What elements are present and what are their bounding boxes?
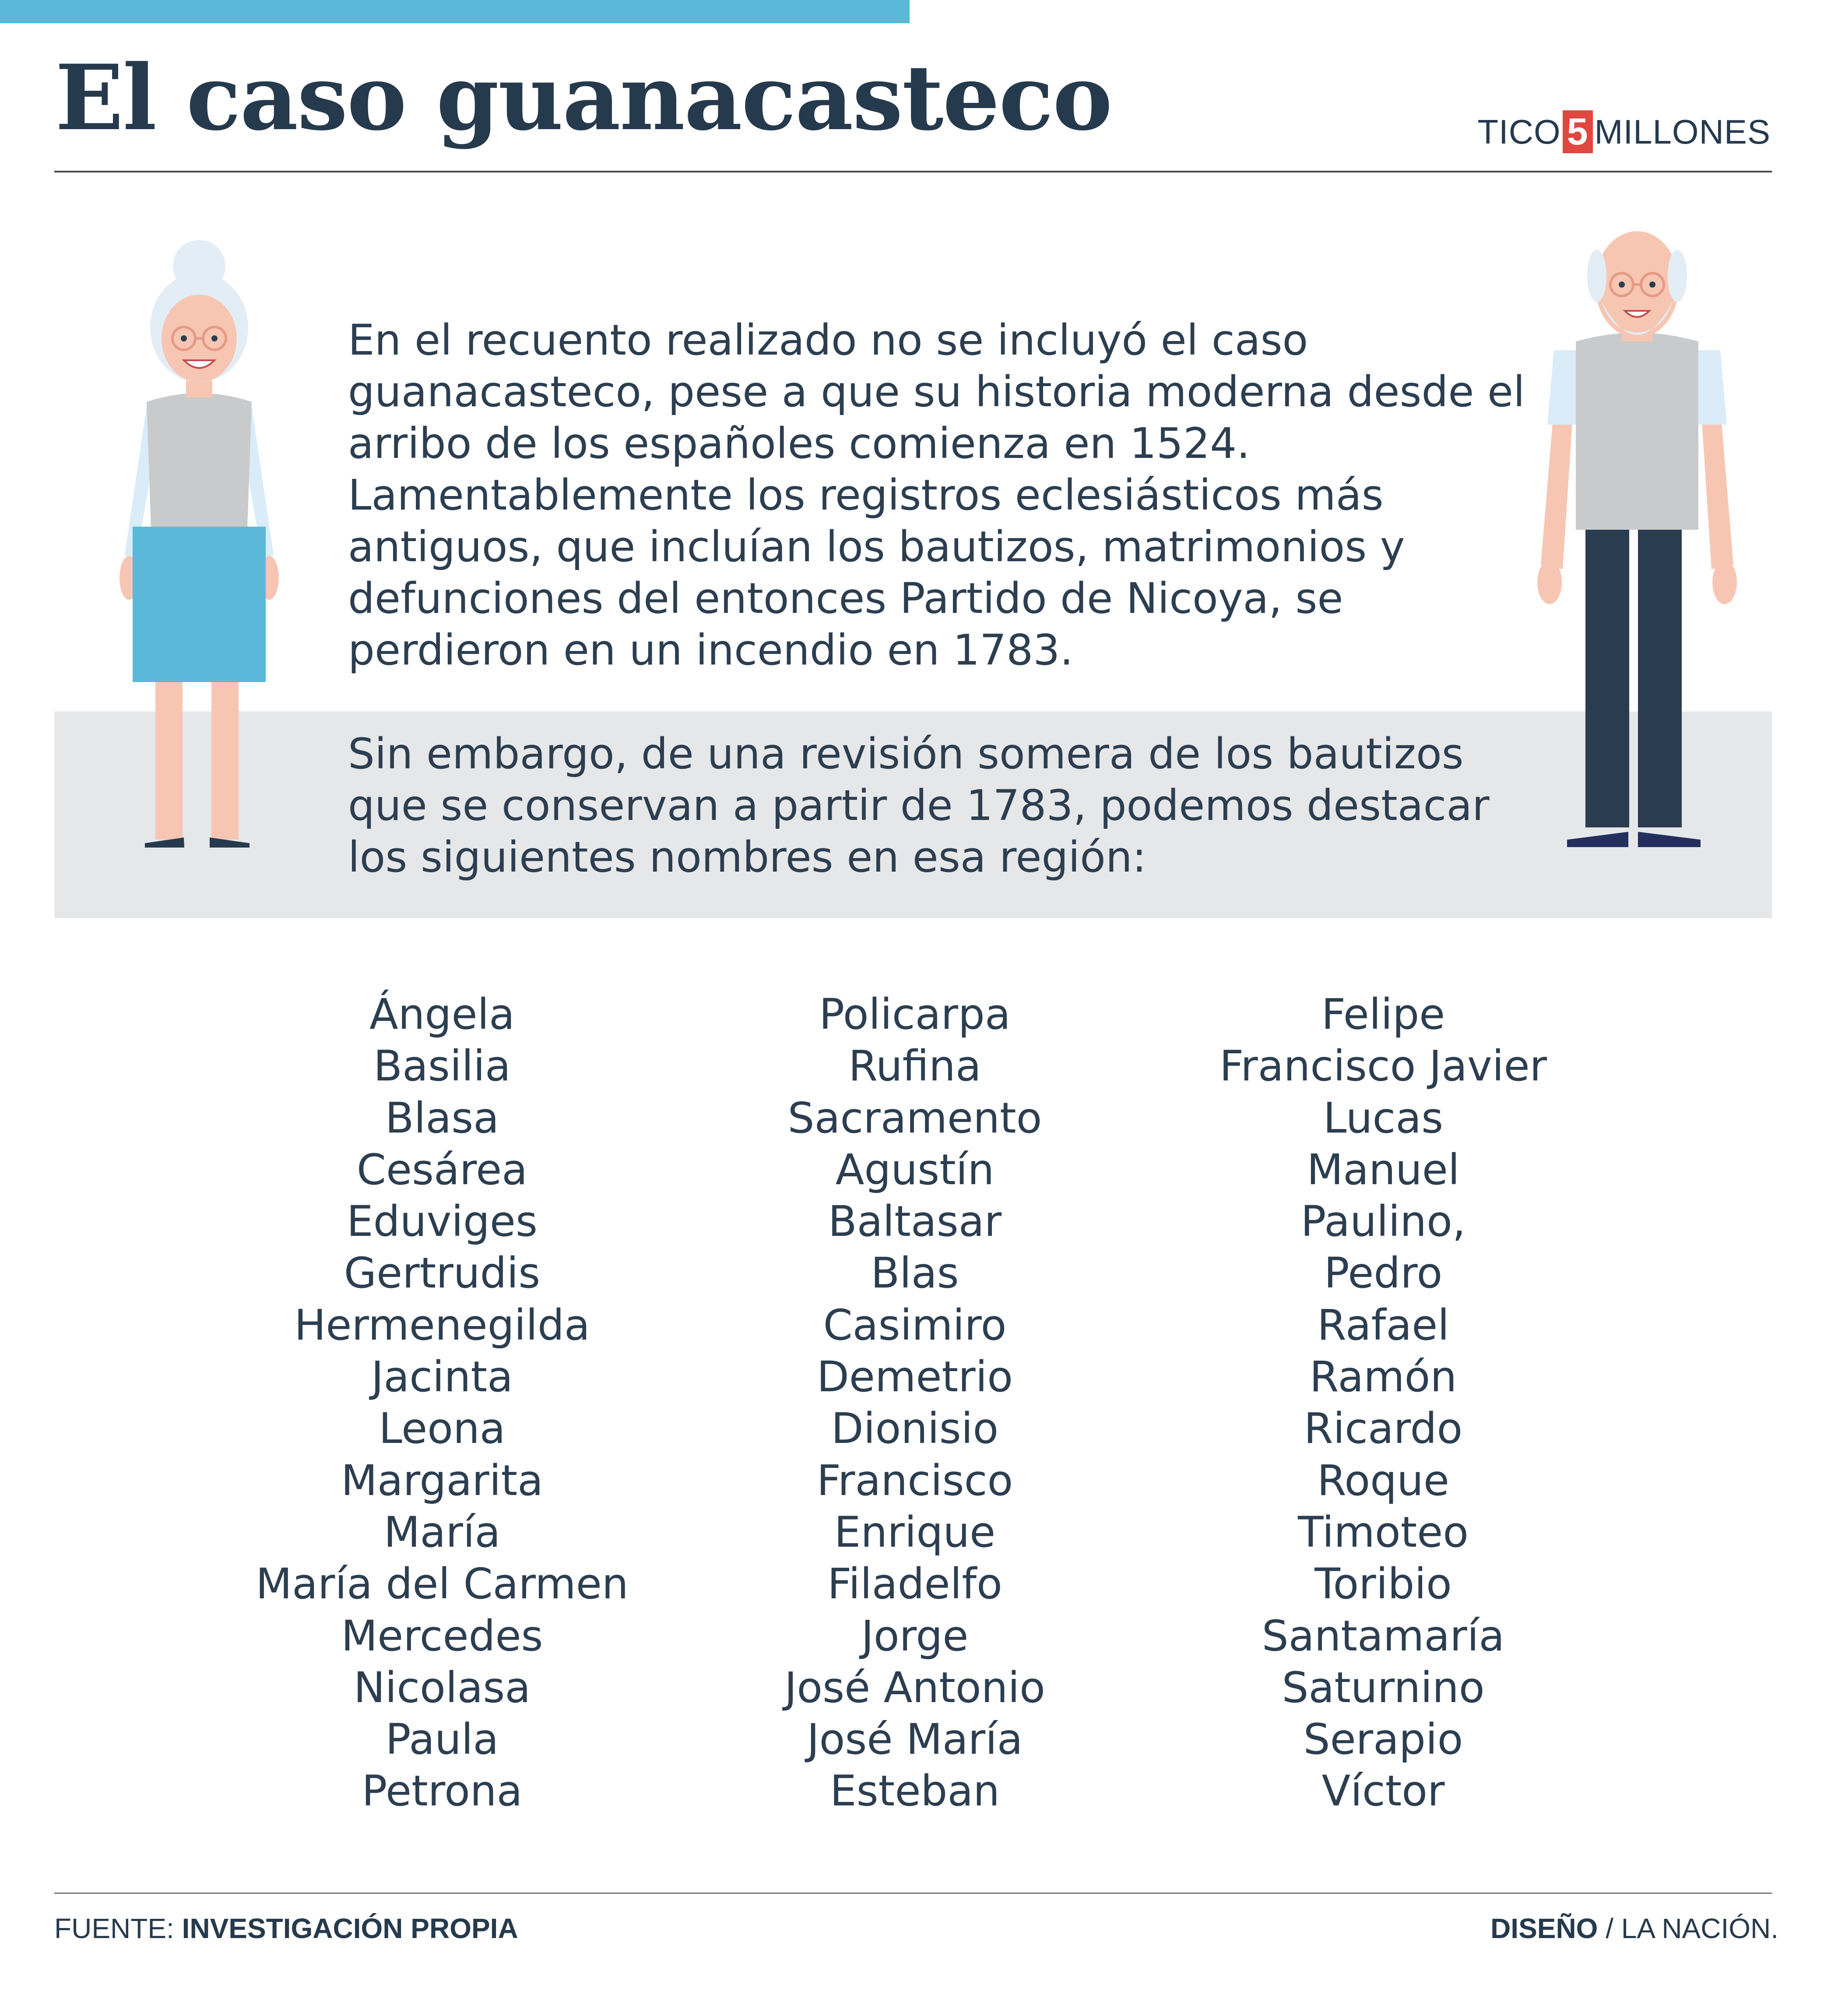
name-list-item: Baltasar <box>828 1197 1002 1246</box>
name-list-item: Saturnino <box>1282 1663 1485 1712</box>
name-list-item: Ricardo <box>1304 1404 1463 1453</box>
name-list-item: Manuel <box>1307 1145 1460 1194</box>
name-list-item: Santamaría <box>1262 1611 1505 1661</box>
source-label: FUENTE: <box>54 1913 174 1944</box>
name-list-item: Paulino, <box>1300 1197 1466 1246</box>
name-list-item: Francisco <box>816 1456 1013 1505</box>
name-list-item: Toribio <box>1314 1559 1452 1609</box>
logo-text-right: MILLONES <box>1594 112 1771 151</box>
name-list-item: Gertrudis <box>344 1249 541 1298</box>
design-value: / LA NACIÓN. <box>1606 1913 1778 1944</box>
name-list-item: Sacramento <box>787 1093 1042 1143</box>
logo-number: 5 <box>1563 110 1593 153</box>
name-list-item: Felipe <box>1321 990 1445 1039</box>
name-list-item: Roque <box>1317 1456 1449 1505</box>
name-list-item: Eduviges <box>347 1197 538 1246</box>
elderly-man-icon <box>1523 223 1751 862</box>
name-list-item: José María <box>807 1715 1023 1764</box>
name-list-item: Jacinta <box>371 1352 513 1402</box>
name-list-item: Cesárea <box>356 1145 528 1194</box>
page-title: El caso guanacasteco <box>55 46 1112 151</box>
name-list-item: Lucas <box>1323 1093 1444 1143</box>
elderly-woman-icon <box>94 240 304 862</box>
name-list-item: Rafael <box>1317 1300 1449 1350</box>
logo-text-left: TICO <box>1477 112 1561 151</box>
source-credit <box>54 1912 518 1945</box>
name-list-item: Ramón <box>1309 1352 1457 1402</box>
source-value: INVESTIGACIÓN PROPIA <box>182 1913 518 1944</box>
name-list-item: Policarpa <box>819 990 1011 1039</box>
names-intro-paragraph: Sin embargo, de una revisión somera de los bautizos que se conservan a partir de 1783, podemos destacar los siguientes nombres en esa región: <box>348 729 1490 882</box>
name-list-item: Margarita <box>341 1456 543 1505</box>
name-list-item: Rufina <box>848 1041 981 1091</box>
name-list-item: Petrona <box>362 1766 523 1816</box>
intro-paragraph: En el recuento realizado no se incluyó el caso guanacasteco, pese a que su historia moderna desde el arribo de los españoles comienza en 1524. Lamentablemente los registros eclesiásticos más antiguos, que incluían los bautizos, matrimonios y defunciones del entonces Partido de Nicoya, se perdieron en un incendio en 1783. <box>348 316 1525 675</box>
names-column-1 <box>236 989 648 1817</box>
name-list-item: Dionisio <box>831 1404 999 1453</box>
name-list-item: Timoteo <box>1297 1507 1469 1557</box>
name-list-item: María <box>383 1507 501 1557</box>
name-list-item: Esteban <box>830 1766 1000 1816</box>
name-list-item: Nicolasa <box>353 1663 531 1712</box>
name-list-item: Mercedes <box>341 1611 543 1661</box>
design-label: DISEÑO <box>1490 1913 1598 1944</box>
name-list-item: Paula <box>385 1715 499 1764</box>
design-credit <box>1490 1912 1778 1945</box>
accent-bar <box>0 0 910 23</box>
name-list-item: Francisco Javier <box>1219 1041 1547 1091</box>
name-list-item: Basilia <box>373 1041 511 1091</box>
name-list-item: Hermenegilda <box>294 1300 590 1350</box>
names-column-2 <box>709 989 1121 1817</box>
name-list-item: Casimiro <box>823 1300 1007 1350</box>
name-list-item: Víctor <box>1321 1766 1445 1816</box>
name-list-item: Leona <box>379 1404 506 1453</box>
name-list-item: Pedro <box>1324 1249 1443 1298</box>
name-list-item: Serapio <box>1303 1715 1463 1764</box>
name-list-item: Filadelfo <box>827 1559 1002 1609</box>
name-list-item: Ángela <box>369 990 515 1039</box>
name-list-item: María del Carmen <box>256 1559 629 1609</box>
name-list-item: Agustín <box>835 1145 995 1194</box>
footer-divider <box>54 1893 1772 1894</box>
names-column-3 <box>1177 989 1589 1817</box>
name-list-item: Blas <box>871 1249 959 1298</box>
name-list-item: Blasa <box>385 1093 499 1143</box>
name-list-item: Jorge <box>861 1611 969 1661</box>
logo <box>1477 110 1771 153</box>
name-list-item: José Antonio <box>784 1663 1045 1712</box>
name-list-item: Demetrio <box>816 1352 1013 1402</box>
name-list-item: Enrique <box>834 1507 996 1557</box>
header-divider <box>54 171 1772 172</box>
